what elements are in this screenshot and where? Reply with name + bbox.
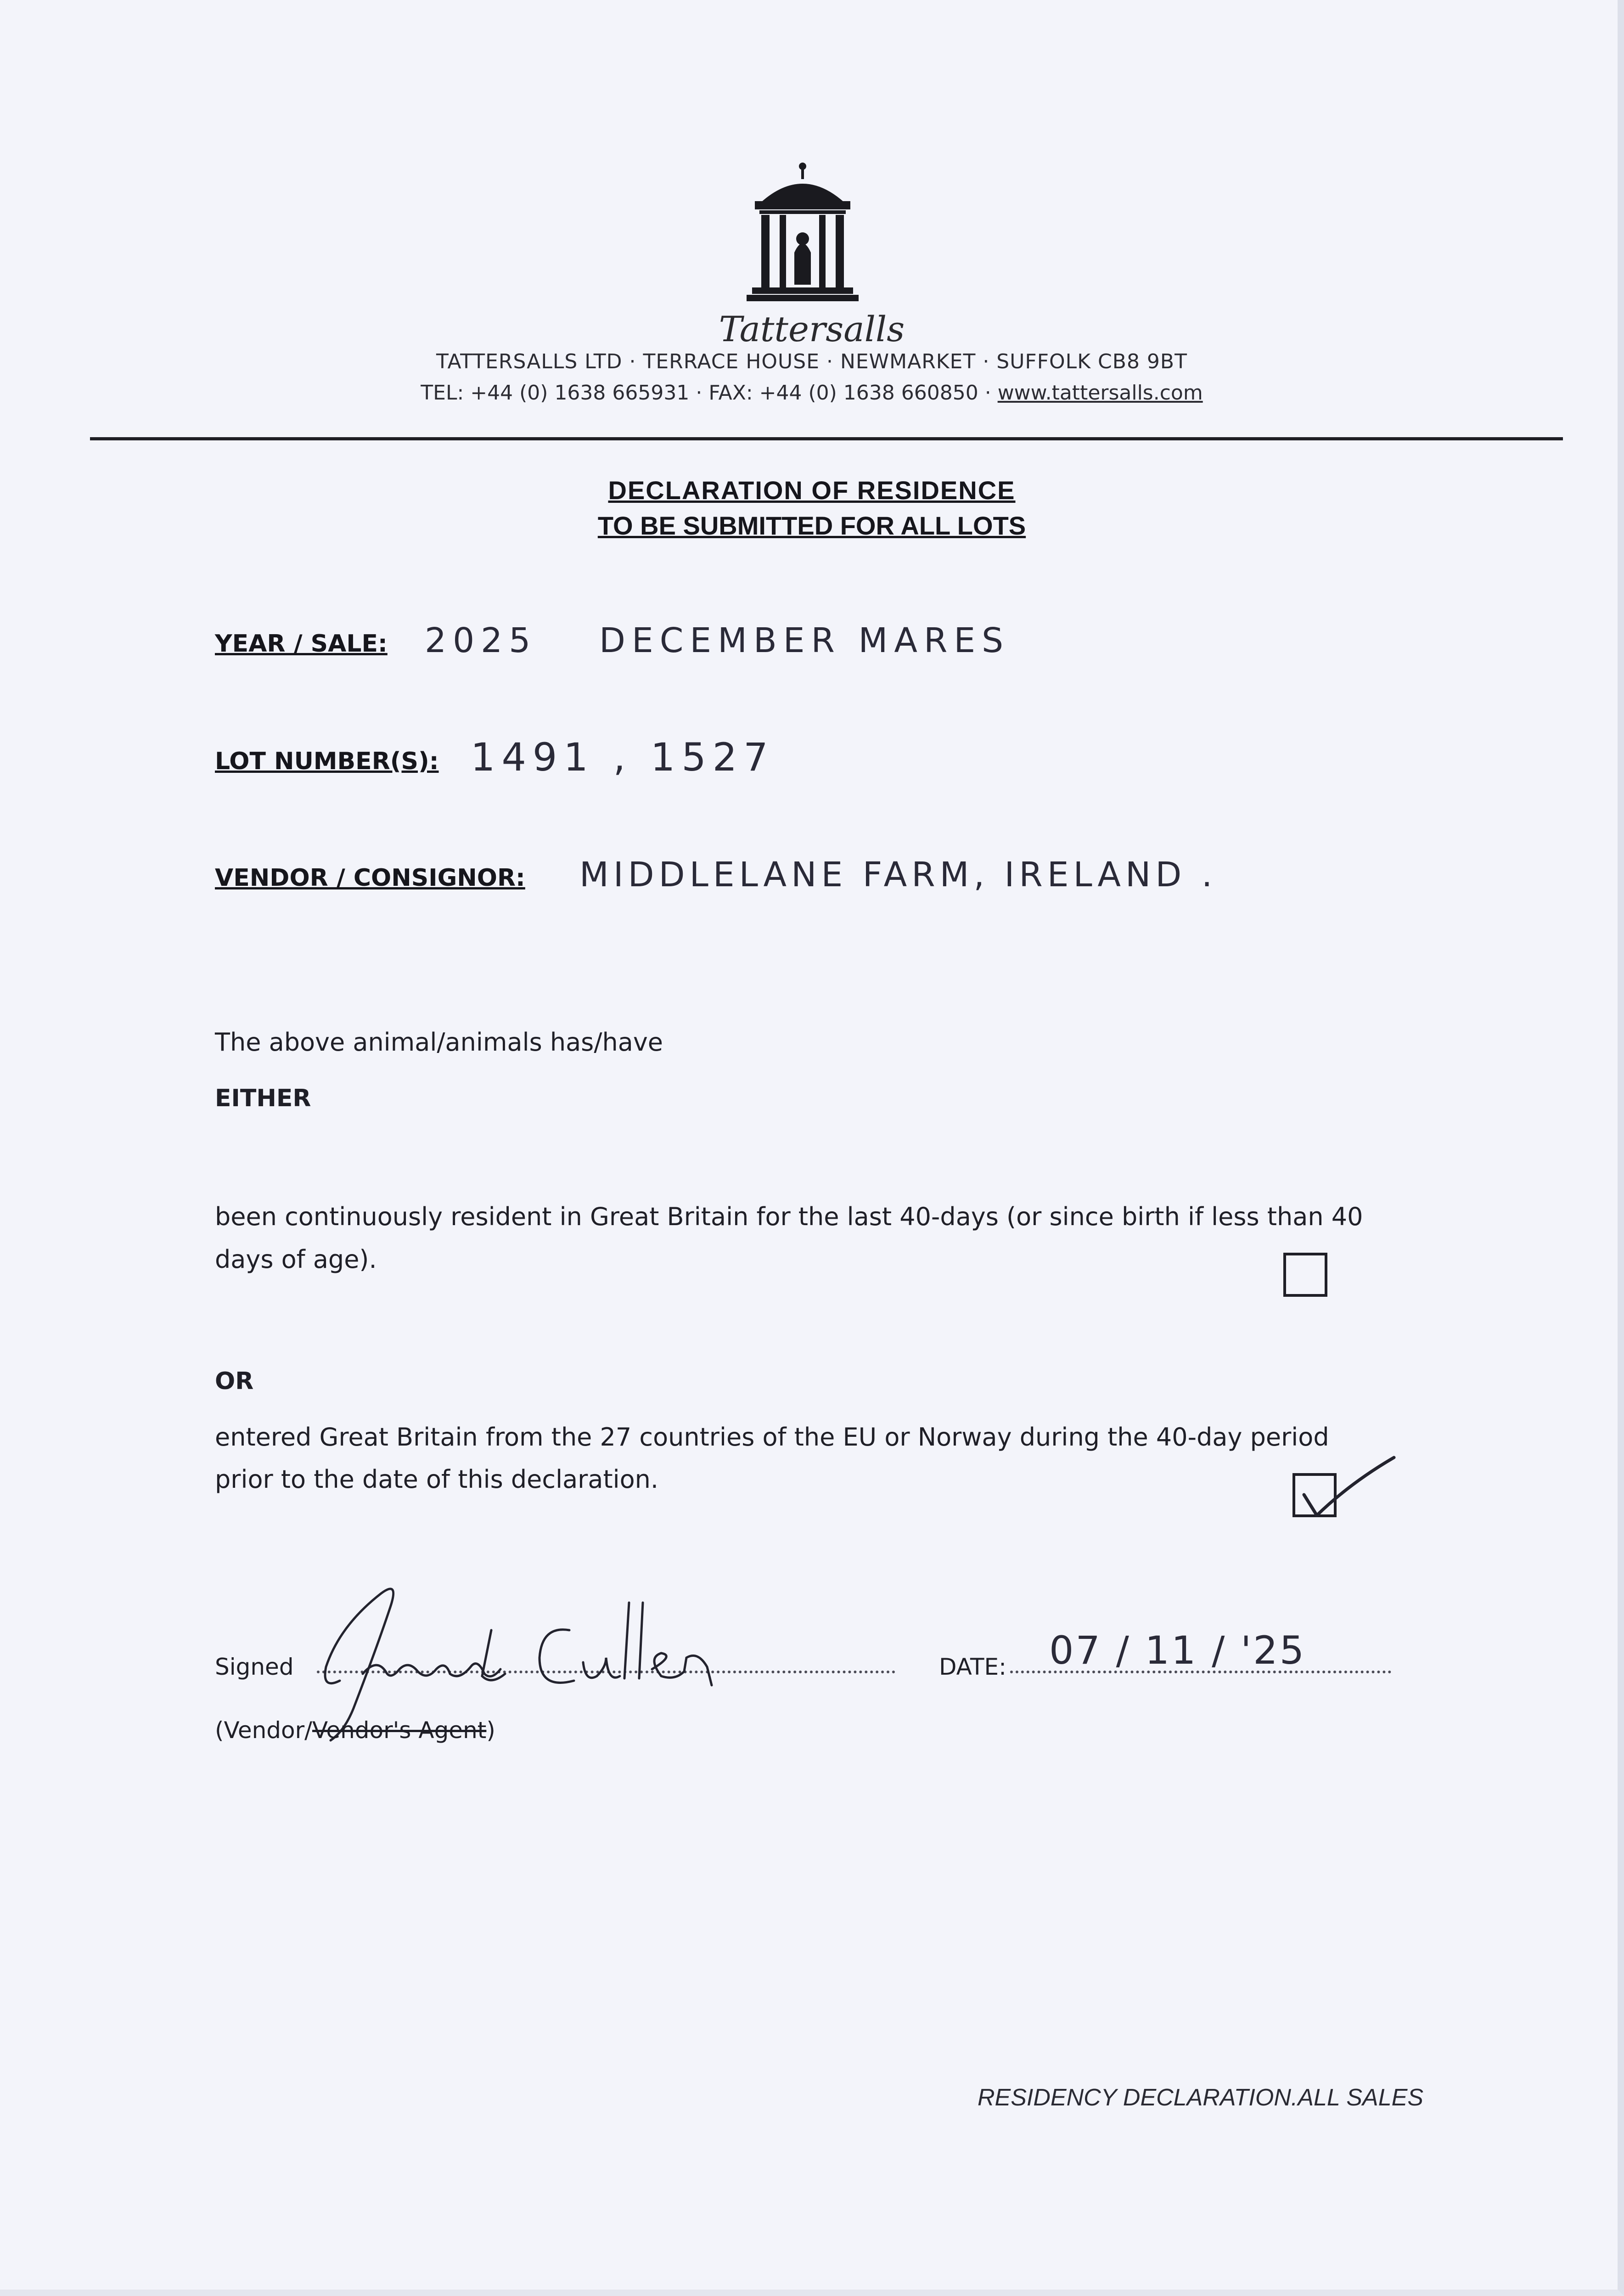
either-label: EITHER: [215, 1085, 311, 1112]
date-label: DATE:: [939, 1654, 1006, 1680]
lot-numbers-label: LOT NUMBER(S):: [215, 748, 439, 775]
company-contact: [307, 381, 1317, 405]
option1-checkbox[interactable]: [1283, 1253, 1327, 1297]
year-value[interactable]: 2025: [425, 621, 537, 660]
vendor-consignor-value[interactable]: MIDDLELANE FARM, IRELAND .: [579, 855, 1217, 895]
contact-numbers: TEL: +44 (0) 1638 665931 · FAX: +44 (0) 1638 660850 ·: [421, 381, 998, 405]
website-link[interactable]: www.tattersalls.com: [997, 381, 1203, 405]
option2-text-line2: prior to the date of this declaration.: [215, 1465, 659, 1494]
role-agent-struck: Vendor's Agent: [312, 1717, 487, 1744]
role-close: ): [486, 1717, 495, 1744]
sale-value[interactable]: DECEMBER MARES: [599, 621, 1010, 660]
company-name: Tattersalls: [719, 309, 905, 349]
option1-text-line1: been continuously resident in Great Britain for the last 40-days (or since birth if less than 40: [215, 1202, 1363, 1231]
checkmark-icon: [1290, 1451, 1400, 1525]
form-title: DECLARATION OF RESIDENCE: [608, 476, 1016, 505]
company-address: TATTERSALLS LTD · TERRACE HOUSE · NEWMARKET · SUFFOLK CB8 9BT: [436, 350, 1187, 373]
form-reference: RESIDENCY DECLARATION.ALL SALES: [977, 2084, 1423, 2111]
vendor-consignor-label: VENDOR / CONSIGNOR:: [215, 864, 525, 892]
or-label: OR: [215, 1367, 254, 1395]
year-sale-label: YEAR / SALE:: [215, 630, 388, 658]
role-vendor: (Vendor/: [215, 1717, 313, 1744]
date-value[interactable]: 07 / 11 / '25: [1049, 1628, 1306, 1673]
declaration-intro: The above animal/animals has/have: [215, 1028, 663, 1057]
signed-label: Signed: [215, 1654, 294, 1680]
lot-numbers-value[interactable]: 1491 , 1527: [471, 735, 775, 780]
option2-text-line1: entered Great Britain from the 27 countries of the EU or Norway during the 40-day period: [215, 1423, 1329, 1452]
form-subtitle: TO BE SUBMITTED FOR ALL LOTS: [597, 511, 1026, 540]
tattersalls-rotunda-logo: [743, 161, 862, 308]
signatory-role: [215, 1707, 495, 1753]
header-divider: [90, 437, 1563, 440]
option1-text-line2: days of age).: [215, 1245, 377, 1274]
